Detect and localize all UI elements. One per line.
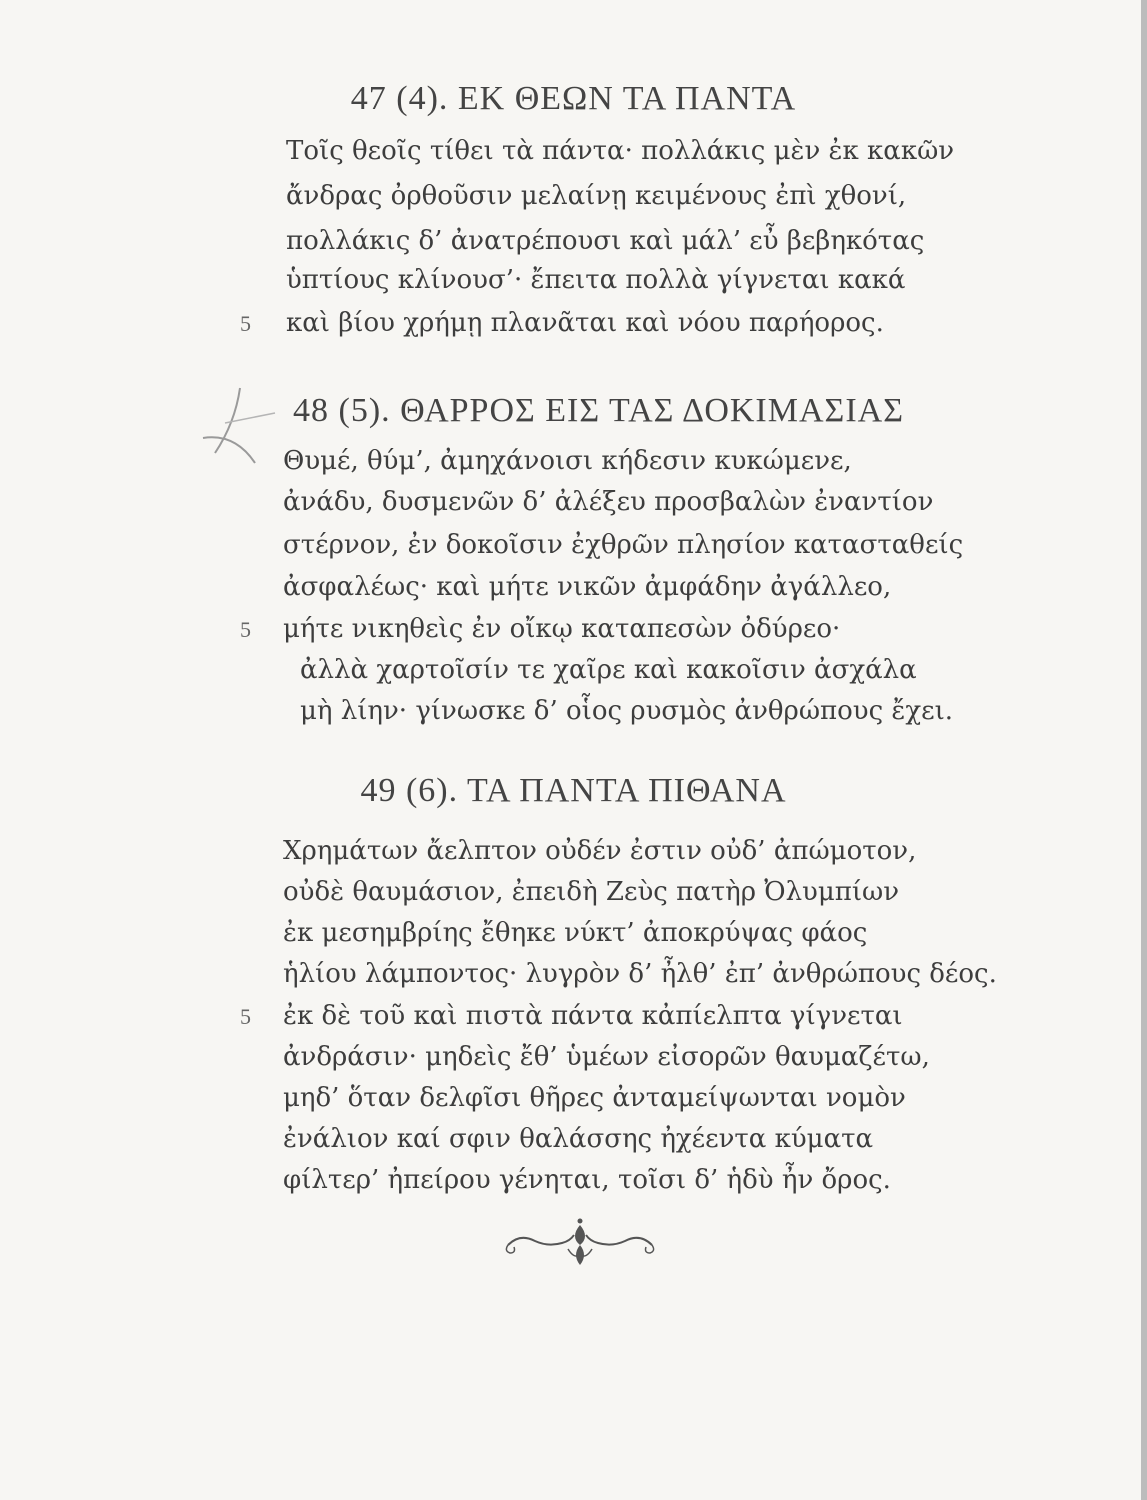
poem-47-line-3: πολλάκις δ’ ἀνατρέπουσι καὶ μάλ’ εὖ βεβηκότας [286, 226, 925, 256]
poem-49-heading: 49 (6). ΤΑ ΠΑΝΤΑ ΠΙΘΑΝΑ [360, 772, 787, 809]
poem-47-line-number: 5 [240, 311, 251, 336]
poem-49-line-7: μηδ’ ὅταν δελφῖσι θῆρες ἀνταμείψωνται νομὸν [283, 1083, 906, 1113]
poem-47-line-1: Τοῖς θεοῖς τίθει τὰ πάντα· πολλάκις μὲν ἐκ κακῶν [286, 136, 955, 166]
poem-48-line-number: 5 [240, 617, 251, 642]
poem-49-line-number: 5 [240, 1004, 251, 1029]
poem-48-line-3: στέρνον, ἐν δοκοῖσιν ἐχθρῶν πλησίον κατασταθείς [283, 530, 964, 560]
poem-48-line-5: μήτε νικηθεὶς ἐν οἴκῳ καταπεσὼν ὀδύρεο· [283, 614, 841, 644]
poem-48-heading: 48 (5). ΘΑΡΡΟΣ ΕΙΣ ΤΑΣ ΔΟΚΙΜΑΣΙΑΣ [293, 392, 904, 429]
poem-49-line-8: ἐνάλιον καί σφιν θαλάσσης ἠχέεντα κύματα [283, 1124, 874, 1154]
poem-49-line-9: φίλτερ’ ἠπείρου γένηται, τοῖσι δ’ ἡδὺ ἦν ὄρος. [283, 1165, 891, 1195]
poem-49-line-4: ἡλίου λάμποντος· λυγρὸν δ’ ἦλθ’ ἐπ’ ἀνθρώπους δέος. [283, 959, 997, 989]
poem-49-line-3: ἐκ μεσημβρίης ἔθηκε νύκτ’ ἀποκρύψας φάος [283, 918, 868, 948]
poem-48-line-7: μὴ λίην· γίνωσκε δ’ οἷος ρυσμὸς ἀνθρώπους ἔχει. [300, 696, 954, 726]
fleuron-ornament-icon [500, 1215, 660, 1275]
poem-47-line-2: ἄνδρας ὀρθοῦσιν μελαίνῃ κειμένους ἐπὶ χθονί, [286, 181, 907, 211]
poem-47-heading: 47 (4). ΕΚ ΘΕΩΝ ΤΑ ΠΑΝΤΑ [350, 80, 797, 117]
poem-49-line-1: Χρημάτων ἄελπτον οὐδέν ἐστιν οὐδ’ ἀπώμοτον, [283, 836, 917, 866]
poem-47-line-5: καὶ βίου χρήμῃ πλανᾶται καὶ νόου παρήορος. [286, 308, 884, 338]
poem-48-line-6: ἀλλὰ χαρτοῖσίν τε χαῖρε καὶ κακοῖσιν ἀσχάλα [300, 655, 917, 685]
poem-48-line-1: Θυμέ, θύμ’, ἀμηχάνοισι κήδεσιν κυκώμενε, [283, 446, 852, 476]
poem-48-line-2: ἀνάδυ, δυσμενῶν δ’ ἀλέξευ προσβαλὼν ἐναντίον [283, 487, 934, 517]
poem-49-line-2: οὐδὲ θαυμάσιον, ἐπειδὴ Ζεὺς πατὴρ Ὀλυμπίων [283, 877, 900, 907]
poem-48-line-4: ἀσφαλέως· καὶ μήτε νικῶν ἀμφάδην ἀγάλλεο, [283, 572, 892, 602]
poem-47-line-4: ὑπτίους κλίνουσ’· ἔπειτα πολλὰ γίγνεται κακά [286, 265, 906, 295]
page-edge-shadow [1141, 0, 1147, 1500]
poem-49-line-5: ἐκ δὲ τοῦ καὶ πιστὰ πάντα κἀπίελπτα γίγνεται [283, 1001, 903, 1031]
poem-49-line-6: ἀνδράσιν· μηδεὶς ἔθ’ ὑμέων εἰσορῶν θαυμαζέτω, [283, 1042, 930, 1072]
